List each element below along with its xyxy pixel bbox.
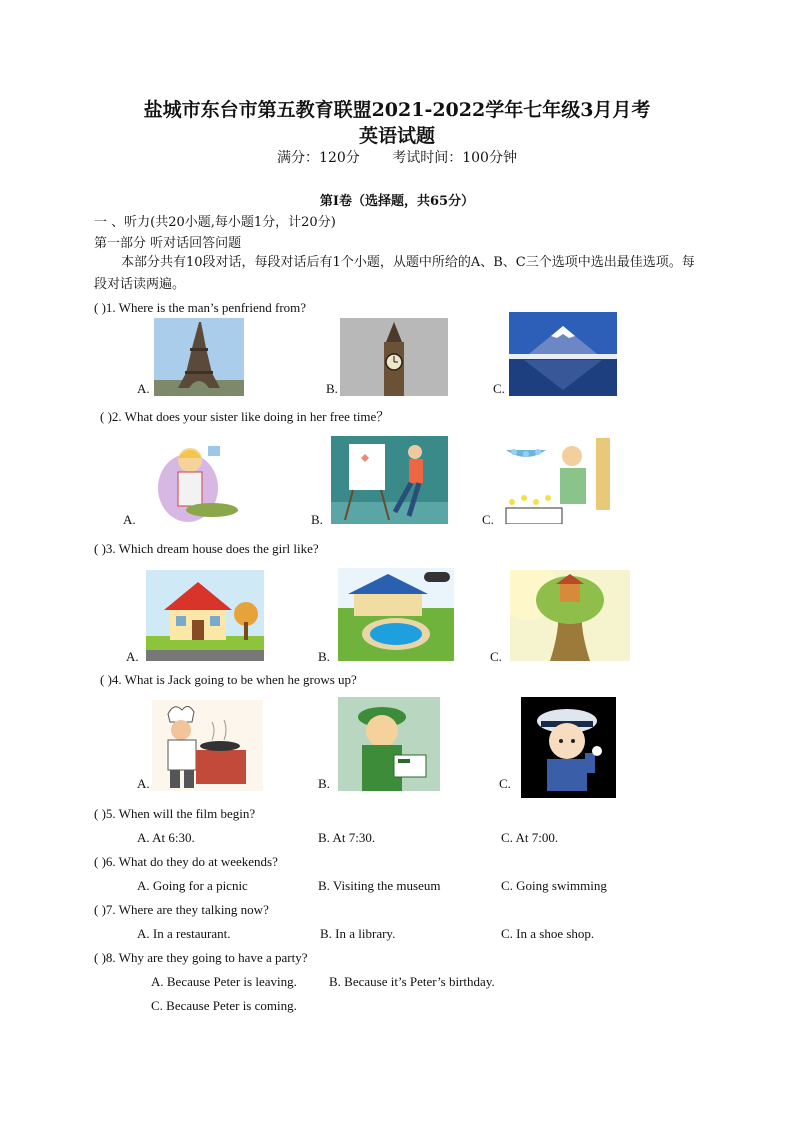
exam-meta: [0, 147, 794, 167]
option-label: B.: [326, 381, 338, 396]
answer-bracket[interactable]: ( ): [100, 409, 112, 424]
big-ben-image: [340, 318, 448, 396]
option-b[interactable]: B. In a library.: [320, 926, 396, 941]
watering-flowers-image: [500, 436, 620, 524]
question-text: 3. Which dream house does the girl like?: [105, 541, 319, 556]
option-label: C.: [493, 381, 505, 396]
question-text: 1. Where is the man’s penfriend from?: [105, 300, 307, 315]
cottage-image: [146, 570, 264, 661]
option-label: C.: [499, 776, 511, 791]
question-1: [94, 300, 306, 316]
option-b[interactable]: B. At 7:30.: [318, 830, 376, 845]
option-label: A.: [137, 381, 150, 396]
question-6: [94, 854, 278, 870]
instructions: 本部分共有10段对话，每段对话后有1个小题，从题中所给的A、B、C三个选项中选出最佳选项。每段对话读两遍。: [94, 255, 695, 292]
option-b[interactable]: B. Visiting the museum: [318, 878, 441, 893]
question-5: [94, 806, 255, 822]
answer-bracket[interactable]: ( ): [94, 854, 106, 869]
question-text: 2. What does your sister like doing in her free time？: [111, 409, 390, 424]
answer-bracket[interactable]: ( ): [94, 300, 106, 315]
option-label: C.: [482, 512, 494, 527]
answer-bracket[interactable]: ( ): [94, 541, 106, 556]
answer-bracket[interactable]: ( ): [100, 672, 112, 687]
question-7: [94, 902, 269, 918]
option-c[interactable]: C. Going swimming: [501, 878, 607, 893]
option-a[interactable]: A. At 6:30.: [137, 830, 195, 845]
option-label: B.: [318, 776, 330, 791]
cook-image: [152, 700, 263, 791]
option-a[interactable]: A. In a restaurant.: [137, 926, 231, 941]
question-text: 4. What is Jack going to be when he grows up?: [111, 672, 357, 687]
question-text: 8. Why are they going to have a party?: [105, 950, 308, 965]
question-2: [100, 406, 389, 425]
pool-house-image: [338, 568, 454, 661]
question-3: [94, 541, 319, 557]
policeman-image: [521, 697, 616, 798]
option-c[interactable]: C. Because Peter is coming.: [151, 998, 297, 1013]
option-label: C.: [490, 649, 502, 664]
option-a[interactable]: A. Because Peter is leaving.: [151, 974, 297, 989]
option-c[interactable]: C. At 7:00.: [501, 830, 559, 845]
cooking-woman-image: [152, 438, 254, 524]
full-score: 满分：120分: [277, 150, 360, 166]
mount-fuji-image: [509, 312, 617, 396]
exam-subject: 英语试题: [358, 125, 435, 147]
question-4: [100, 672, 357, 688]
option-label: A.: [126, 649, 139, 664]
postman-image: [338, 697, 440, 791]
option-label: B.: [318, 649, 330, 664]
part-one-heading: 第一部分 听对话回答问题: [94, 236, 242, 251]
answer-bracket[interactable]: ( ): [94, 950, 106, 965]
question-text: 6. What do they do at weekends?: [105, 854, 278, 869]
option-label: A.: [137, 776, 150, 791]
tree-house-image: [510, 570, 630, 661]
answer-bracket[interactable]: ( ): [94, 902, 106, 917]
volume-heading: 第Ⅰ卷（选择题，共65分）: [319, 194, 475, 209]
question-8: [94, 950, 307, 966]
option-c[interactable]: C. In a shoe shop.: [501, 926, 595, 941]
question-text: 5. When will the film begin?: [105, 806, 256, 821]
exam-time: 考试时间：100分钟: [392, 150, 517, 166]
option-b[interactable]: B. Because it’s Peter’s birthday.: [329, 974, 495, 989]
question-text: 7. Where are they talking now?: [105, 902, 269, 917]
painting-woman-image: [331, 436, 448, 524]
exam-title: 盐城市东台市第五教育联盟2021-2022学年七年级3月月考: [143, 99, 651, 121]
option-label: A.: [123, 512, 136, 527]
listening-heading: 一 、听力(共20小题,每小题1分，计20分): [94, 215, 336, 230]
option-label: B.: [311, 512, 323, 527]
answer-bracket[interactable]: ( ): [94, 806, 106, 821]
eiffel-tower-image: [154, 318, 244, 396]
option-a[interactable]: A. Going for a picnic: [137, 878, 248, 893]
